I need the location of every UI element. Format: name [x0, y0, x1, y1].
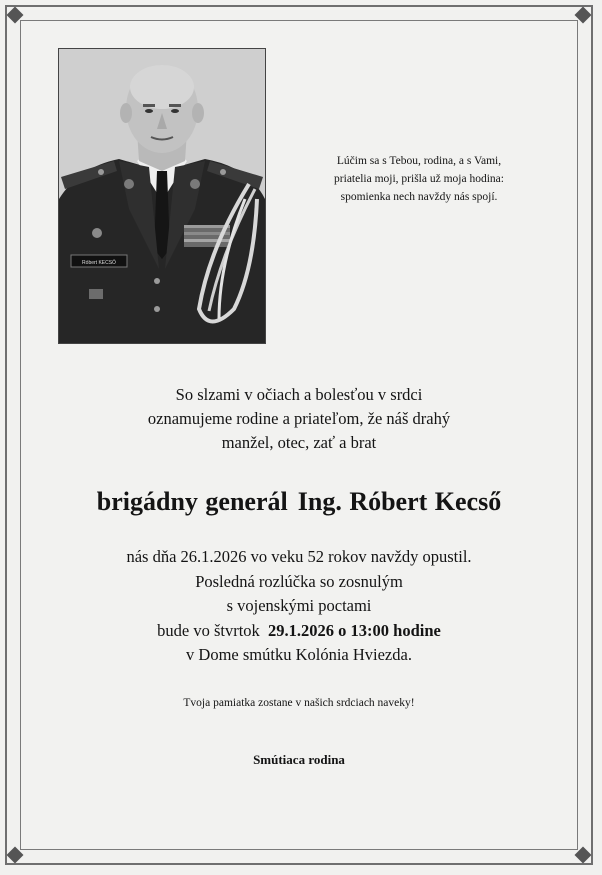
intro-line: So slzami v očiach a bolesťou v srdci — [175, 385, 423, 404]
poem-line: spomienka nech navždy nás spojí. — [340, 191, 498, 203]
poem-line: priatelia moji, prišla už moja hodina: — [334, 173, 504, 185]
intro-line: manžel, otec, zať a brat — [221, 433, 377, 452]
details-line: v Dome smútku Kolónia Hviezda. — [186, 645, 412, 664]
memory-line: Tvoja pamiatka zostane v našich srdciach naveky! — [183, 697, 415, 709]
funeral-details — [40, 545, 558, 668]
details-line: s vojenskými poctami — [226, 596, 372, 615]
details-line: Posledná rozlúčka so zosnulým — [195, 571, 403, 591]
deceased-full-name: Ing. Róbert Kecső — [297, 487, 502, 516]
portrait-photo — [58, 48, 266, 344]
signature: Smútiaca rodina — [253, 752, 345, 767]
intro-line: oznamujeme rodine a priateľom, že náš drahý — [147, 409, 451, 428]
farewell-poem — [292, 152, 546, 206]
details-line: nás dňa 26.1.2026 vo veku 52 rokov navždy opustil. — [126, 547, 472, 566]
name-tag-text: Róbert KECSŐ — [82, 260, 116, 266]
deceased-name — [30, 487, 568, 517]
announcement-intro — [40, 383, 558, 455]
date-prefix: bude vo štvrtok — [157, 620, 260, 640]
deceased-rank: brigádny generál — [96, 487, 288, 516]
funeral-date-time: 29.1.2026 o 13:00 hodine — [268, 620, 441, 640]
details-line-date — [40, 619, 558, 644]
poem-line: Lúčim sa s Tebou, rodina, a s Vami, — [336, 155, 502, 167]
